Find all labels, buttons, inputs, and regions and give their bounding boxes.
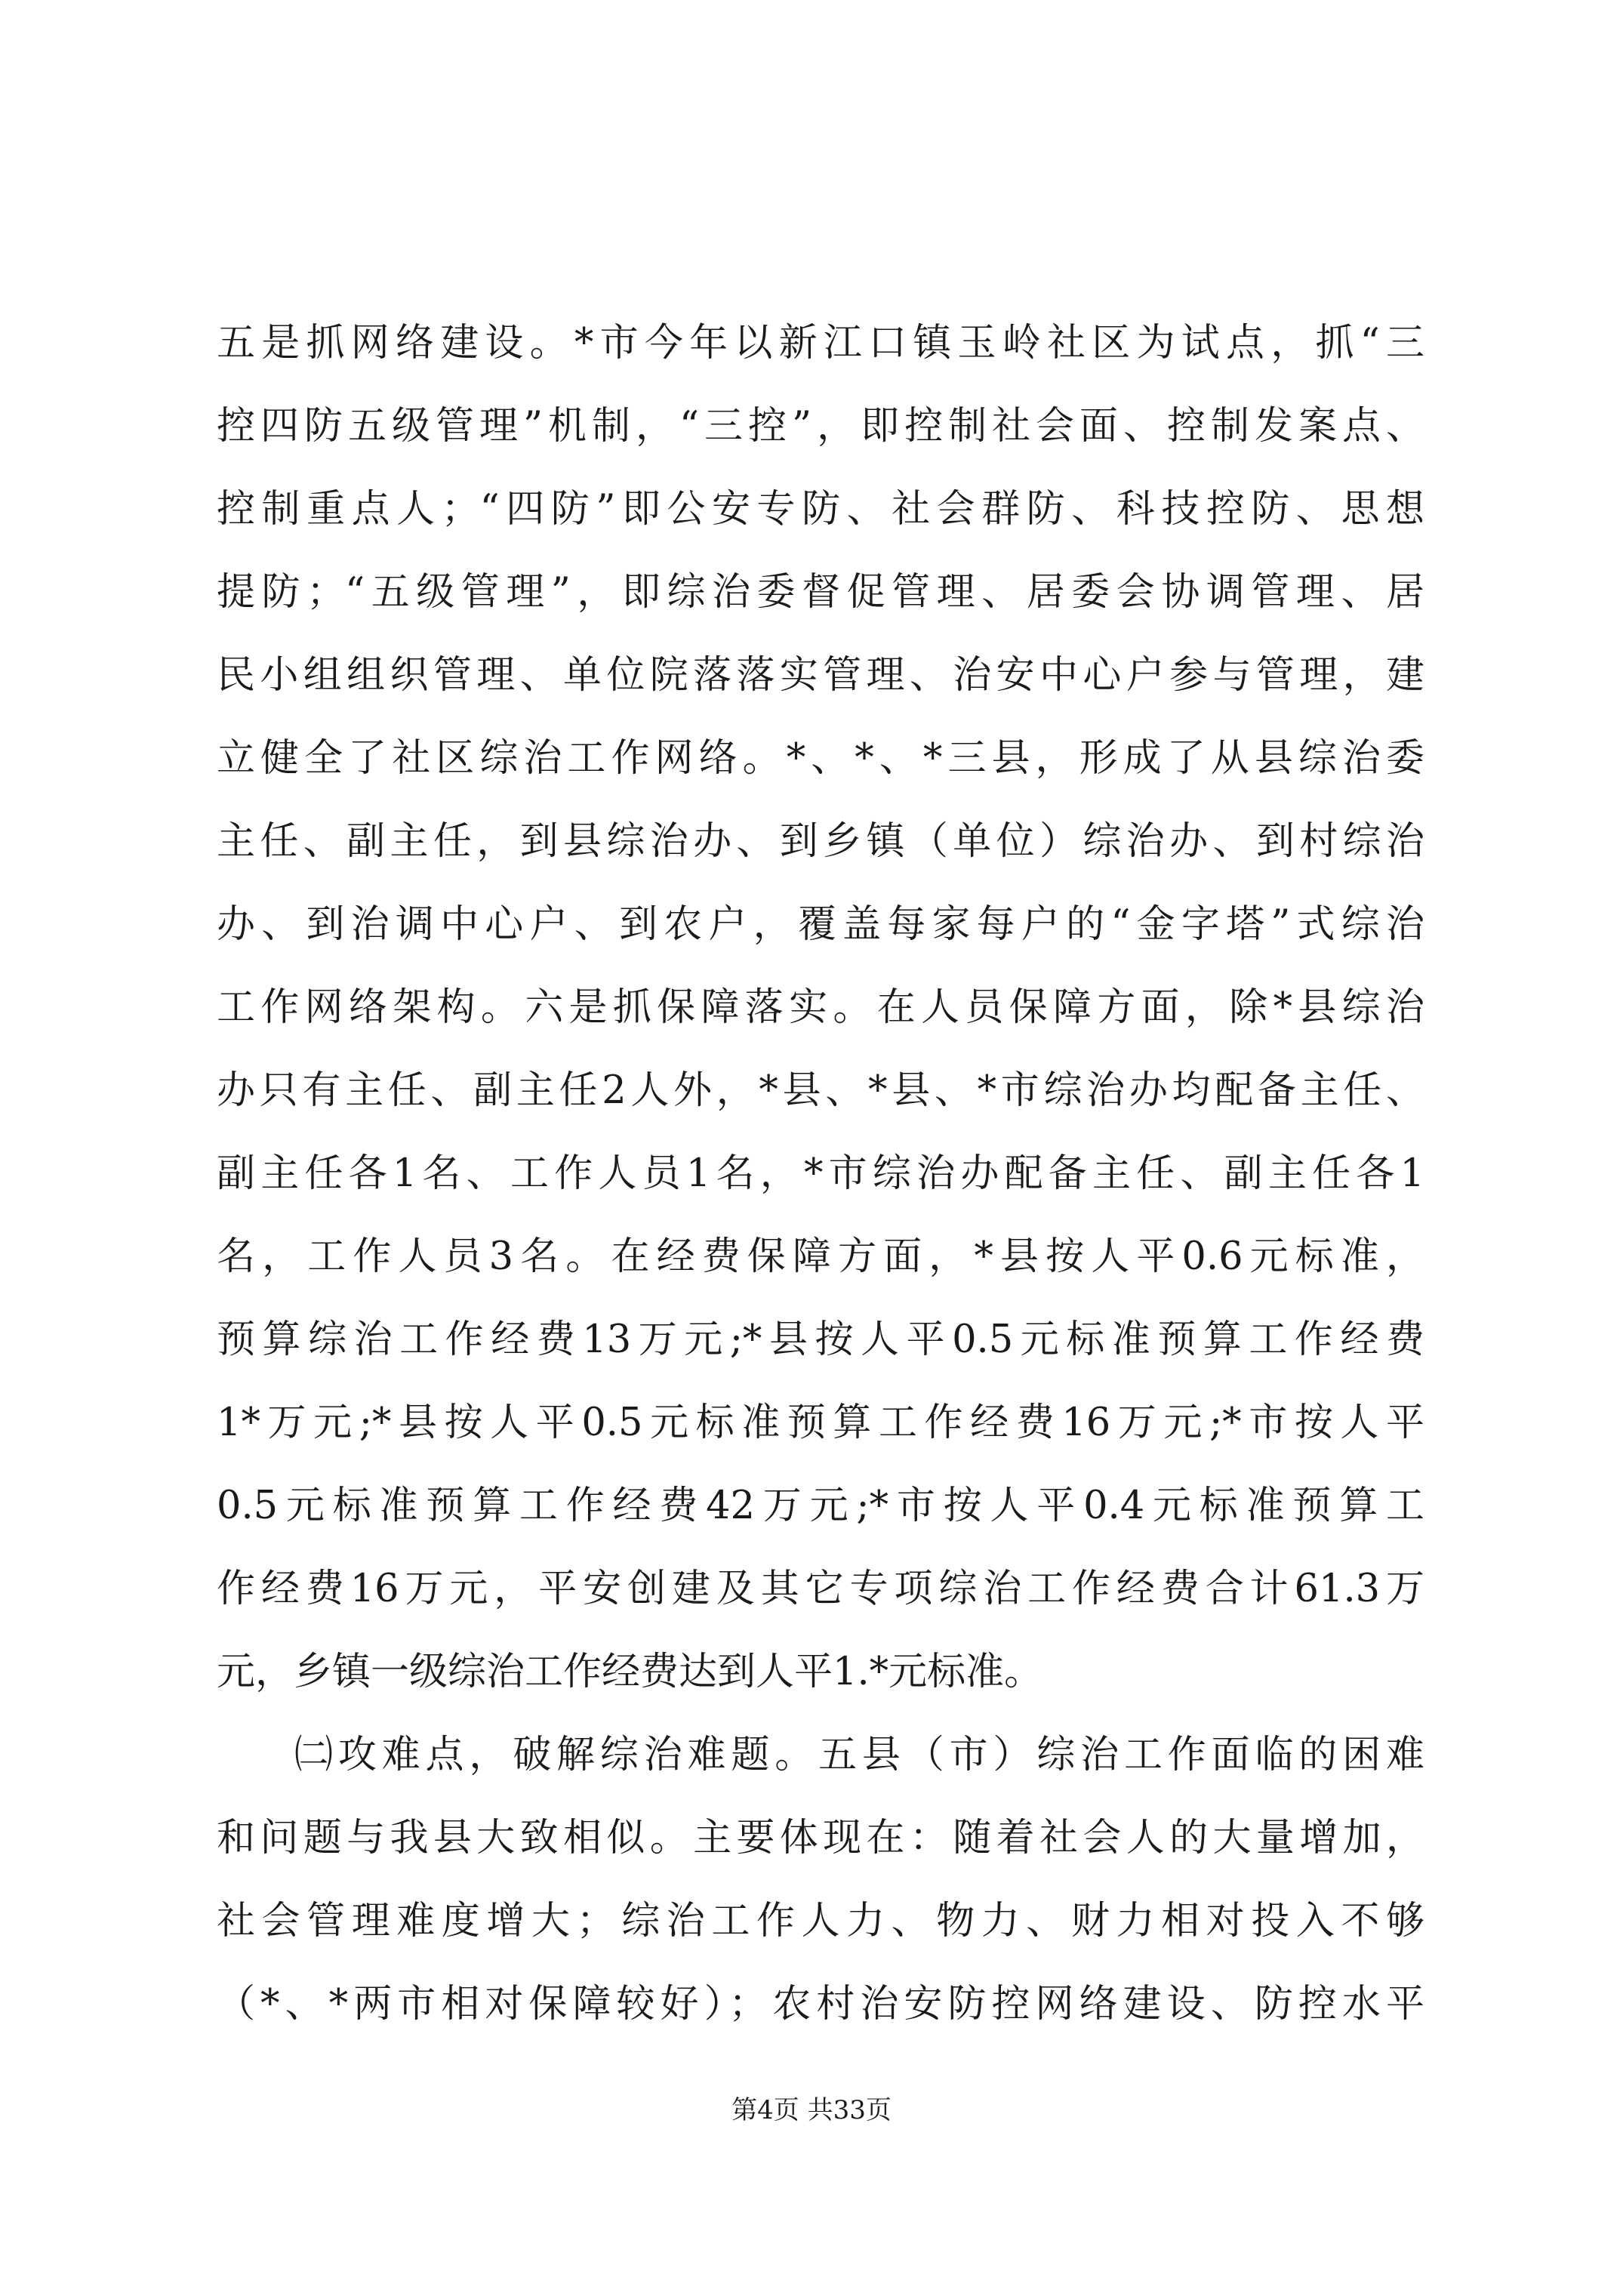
- body-line: 副主任各1名、工作人员1名，*市综治办配备主任、副主任各1: [217, 1151, 1424, 1196]
- body-line: 0.5元标准预算工作经费42万元;*市按人平0.4元标准预算工: [217, 1484, 1424, 1528]
- paragraph-end-line: 元，乡镇一级综治工作经费达到人平1.*元标准。: [217, 1650, 1043, 1694]
- body-line: 控制重点人；“四防”即公安专防、社会群防、科技控防、思想: [217, 487, 1424, 532]
- body-line: 预算综治工作经费13万元;*县按人平0.5元标准预算工作经费: [217, 1318, 1424, 1362]
- paragraph-start-line: ㈡攻难点，破解综治难题。五县（市）综治工作面临的困难: [294, 1733, 1424, 1777]
- body-line: 工作网络架构。六是抓保障落实。在人员保障方面，除*县综治: [217, 985, 1424, 1030]
- body-line: 五是抓网络建设。*市今年以新江口镇玉岭社区为试点，抓“三: [217, 321, 1424, 365]
- body-line: 办、到治调中心户、到农户，覆盖每家每户的“金字塔”式综治: [217, 902, 1424, 947]
- body-line: 控四防五级管理”机制，“三控”，即控制社会面、控制发案点、: [217, 404, 1424, 448]
- body-line: 主任、副主任，到县综治办、到乡镇（单位）综治办、到村综治: [217, 819, 1424, 864]
- body-line: 名，工作人员3名。在经费保障方面，*县按人平0.6元标准，: [217, 1234, 1424, 1279]
- body-line: 社会管理难度增大；综治工作人力、物力、财力相对投入不够: [217, 1899, 1424, 1943]
- body-line: （*、*两市相对保障较好）；农村治安防控网络建设、防控水平: [217, 1982, 1424, 2026]
- body-line: 提防；“五级管理”，即综治委督促管理、居委会协调管理、居: [217, 570, 1424, 615]
- body-line: 作经费16万元，平安创建及其它专项综治工作经费合计61.3万: [217, 1567, 1424, 1611]
- body-line: 立健全了社区综治工作网络。*、*、*三县，形成了从县综治委: [217, 736, 1424, 781]
- body-line: 办只有主任、副主任2人外，*县、*县、*市综治办均配备主任、: [217, 1068, 1424, 1113]
- body-line: 和问题与我县大致相似。主要体现在：随着社会人的大量增加，: [217, 1816, 1424, 1860]
- page-footer: 第4页 共33页: [731, 2095, 892, 2125]
- body-line: 1*万元;*县按人平0.5元标准预算工作经费16万元;*市按人平: [217, 1401, 1424, 1445]
- body-line: 民小组组织管理、单位院落落实管理、治安中心户参与管理，建: [217, 653, 1424, 698]
